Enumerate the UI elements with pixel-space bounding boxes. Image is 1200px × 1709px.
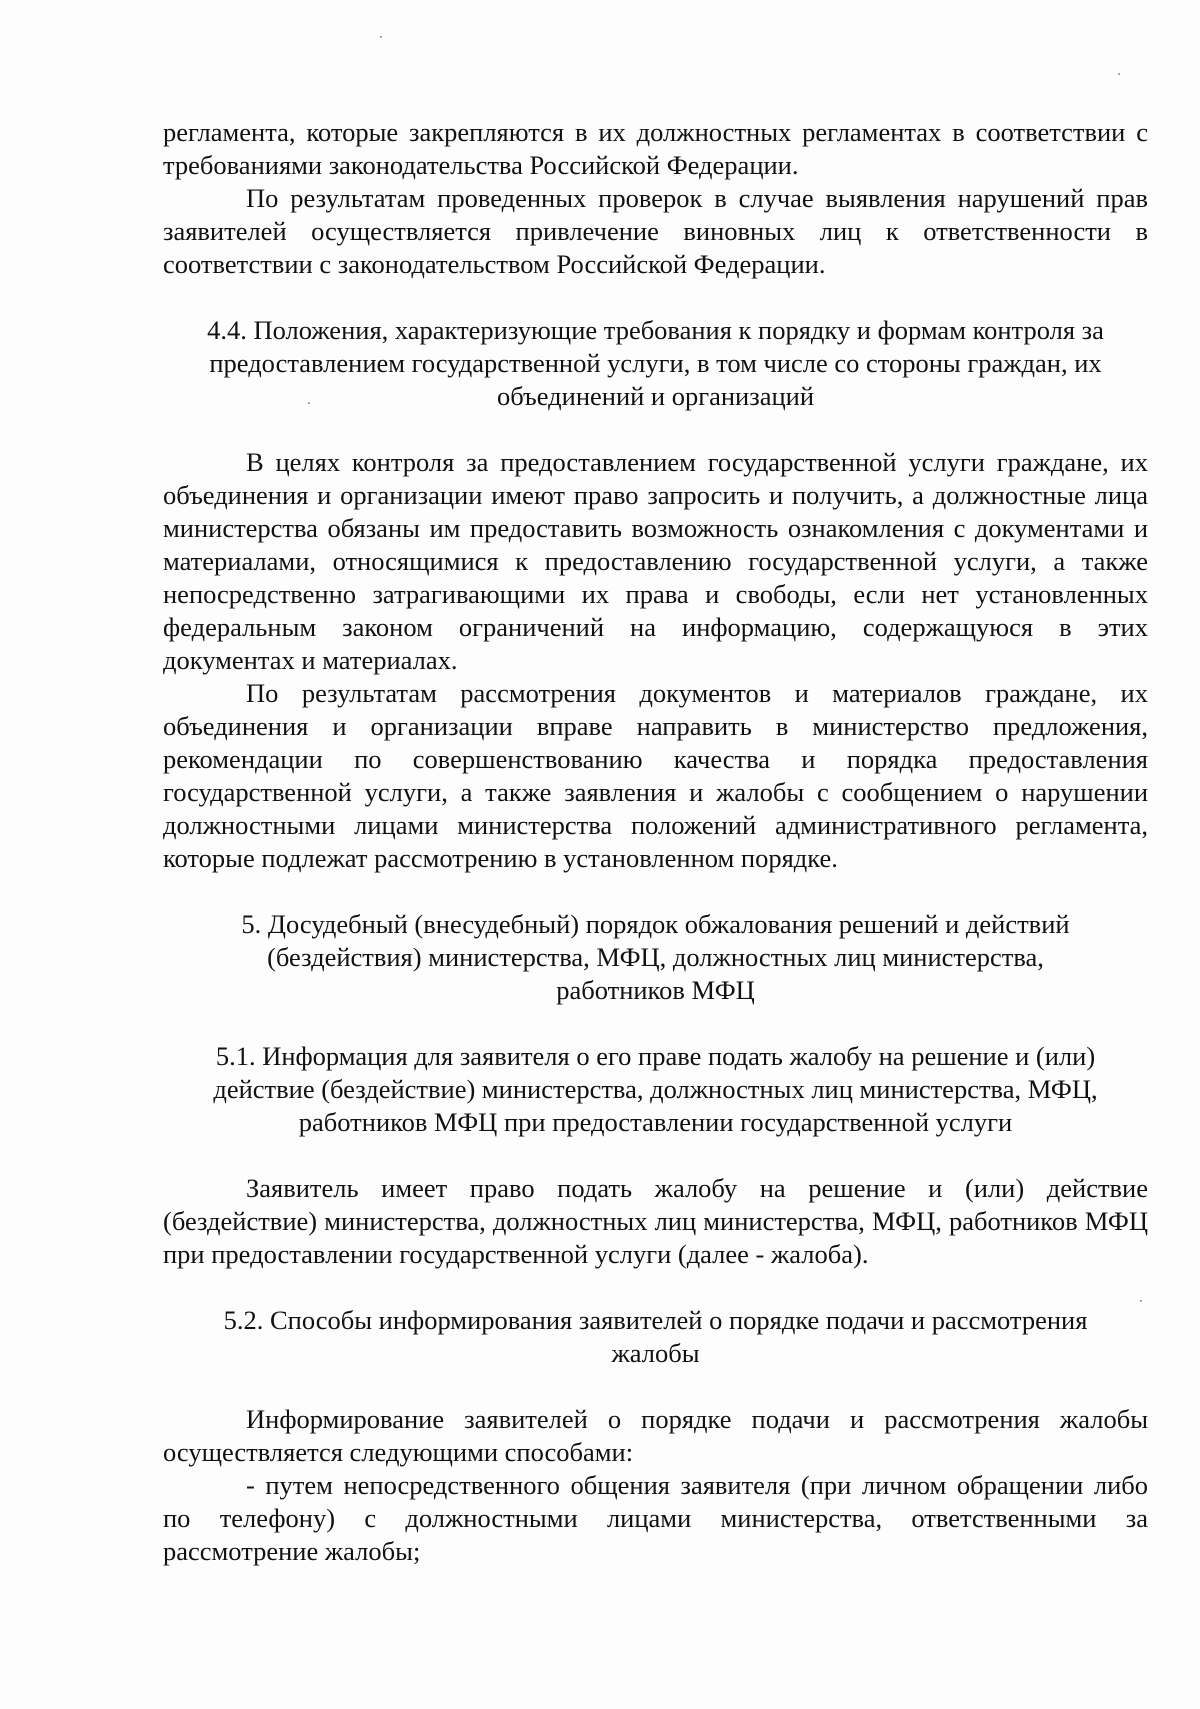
paragraph-complaint-right: Заявитель имеет право подать жалобу на решение и (или) действие (бездействие) министерства, должностных лиц министерства, МФЦ, работников МФЦ при предоставлении государственной услуги (далее - жалоба). (163, 1173, 1148, 1269)
paragraph-regulation-continuation: регламента, которые закрепляются в их должностных регламентах в соответствии с требованиями законодательства Российской Федерации. (163, 117, 1148, 180)
document-body (163, 116, 1148, 1568)
paragraph-informing-methods: Информирование заявителей о порядке подачи и рассмотрения жалобы осуществляется следующими способами: (163, 1404, 1148, 1467)
section-heading-5-2: 5.2. Способы информирования заявителей о порядке подачи и рассмотрения жалобы (223, 1305, 1088, 1368)
paragraph-inspection-results: По результатам проведенных проверок в случае выявления нарушений прав заявителей осуществляется привлечение виновных лиц к ответственности в соответствии с законодательством Российской Федерации. (163, 183, 1148, 279)
list-item-direct-contact: - путем непосредственного общения заявителя (при личном обращении либо по телефону) с должностными лицами министерства, ответственными за рассмотрение жалобы; (163, 1470, 1148, 1566)
scan-speck (380, 36, 382, 38)
scan-speck (1118, 73, 1120, 75)
section-heading-5-1: 5.1. Информация для заявителя о его праве подать жалобу на решение и (или) действие (бездействие) министерства, должностных лиц министерства, МФЦ, работников МФЦ при предоставлении государственной услуги (213, 1041, 1098, 1137)
section-heading-4-4: 4.4. Положения, характеризующие требования к порядку и формам контроля за предоставлением государственной услуги, в том числе со стороны граждан, их объединений и организаций (207, 315, 1104, 411)
paragraph-review-results: По результатам рассмотрения документов и материалов граждане, их объединения и организации вправе направить в министерство предложения, рекомендации по совершенствованию качества и порядка предоставления государственной услуги, а также заявления и жалобы с сообщением о нарушении должностными лицами министерства положений административного регламента, которые подлежат рассмотрению в установленном порядке. (163, 678, 1148, 873)
paragraph-citizen-control: В целях контроля за предоставлением государственной услуги граждане, их объединения и организации имеют право запросить и получить, а должностные лица министерства обязаны им предоставить возможность ознакомления с документами и материалами, относящимися к предоставлению государственной услуги, а также непосредственно затрагивающими их права и свободы, если нет установленных федеральным законом ограничений на информацию, содержащуюся в этих документах и материалах. (163, 447, 1148, 675)
section-heading-5: 5. Досудебный (внесудебный) порядок обжалования решений и действий (бездействия) министерства, МФЦ, должностных лиц министерства, работников МФЦ (241, 909, 1070, 1005)
